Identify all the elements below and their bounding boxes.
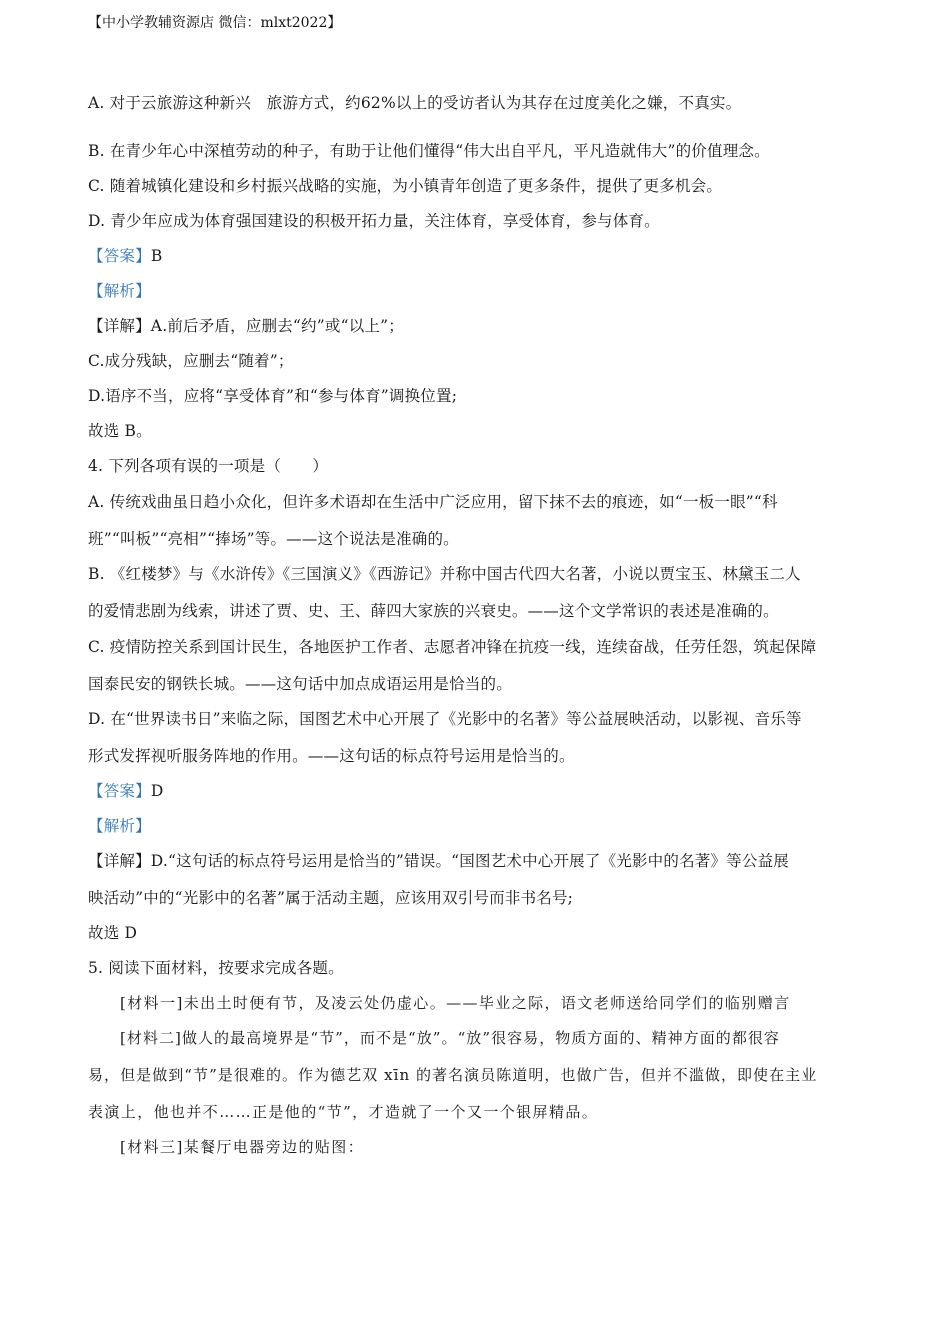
page-header: 【中小学教辅资源店 微信：mlxt2022】 (88, 15, 342, 31)
answer-tag: 【答案】 (88, 247, 151, 265)
q3-answer (88, 245, 162, 267)
q4-detail-2: 映活动”中的“光影中的名著”属于活动主题，应该用双引号而非书名号; (88, 889, 574, 907)
q4-option-b-line1: B. 《红楼梦》与《水浒传》《三国演义》《西游记》并称中国古代四大名著，小说以贾宝玉、林黛玉二人 (88, 565, 801, 583)
q4-option-c-line1: C. 疫情防控关系到国计民生，各地医护工作者、志愿者冲锋在抗疫一线，连续奋战，任劳任怨，筑起保障 (88, 638, 817, 656)
answer-value: B (150, 247, 163, 265)
q5-material-2-line3: 表演上，他也并不……正是他的“节”，才造就了一个又一个银屏精品。 (88, 1103, 599, 1121)
q4-option-d-line2: 形式发挥视听服务阵地的作用。——这句话的标点符号运用是恰当的。 (88, 747, 575, 765)
q5-material-2-line1: [材料二]做人的最高境界是“节”，而不是“放”。“放”很容易，物质方面的、精神方面的都很容 (120, 1029, 780, 1047)
q3-detail-3: D.语序不当，应将“享受体育”和“参与体育”调换位置; (88, 387, 458, 405)
q3-conclusion: 故选 B。 (88, 422, 152, 440)
q4-option-b-line2: 的爱情悲剧为线索，讲述了贾、史、王、薛四大家族的兴衰史。——这个文学常识的表述是准确的。 (88, 602, 779, 620)
q3-analysis-tag: 【解析】 (88, 282, 151, 300)
q4-detail-1: 【详解】D.“这句话的标点符号运用是恰当的”错误。“国图艺术中心开展了《光影中的名著》等公益展 (88, 852, 789, 870)
q4-option-a-line1: A. 传统戏曲虽日趋小众化，但许多术语却在生活中广泛应用，留下抹不去的痕迹，如“一板一眼”“科 (88, 493, 778, 511)
answer-value: D (150, 782, 164, 800)
answer-tag: 【答案】 (88, 782, 151, 800)
q3-detail-2: C.成分残缺，应删去“随着”； (88, 352, 294, 370)
q4-analysis-tag: 【解析】 (88, 817, 151, 835)
q4-stem: 4. 下列各项有误的一项是（ ） (88, 457, 329, 475)
q4-conclusion: 故选 D (88, 924, 138, 942)
q5-material-1: [材料一]未出土时便有节，及凌云处仍虚心。——毕业之际，语文老师送给同学们的临别赠言 (120, 994, 791, 1012)
q4-answer (88, 780, 163, 802)
q5-stem: 5. 阅读下面材料，按要求完成各题。 (88, 959, 344, 977)
q5-material-3: [材料三]某餐厅电器旁边的贴图： (120, 1138, 365, 1156)
q4-option-a-line2: 班”“叫板”“亮相”“捧场”等。——这个说法是准确的。 (88, 530, 459, 548)
q3-option-b: B. 在青少年心中深植劳动的种子，有助于让他们懂得“伟大出自平凡，平凡造就伟大”的价值理念。 (88, 142, 770, 160)
q3-option-c: C. 随着城镇化建设和乡村振兴战略的实施，为小镇青年创造了更多条件，提供了更多机会。 (88, 177, 723, 195)
q5-material-2-line2: 易，但是做到“节”是很难的。作为德艺双 xīn 的著名演员陈道明，也做广告，但并不滥做，即使在主业 (88, 1066, 818, 1084)
q3-detail-1: 【详解】A.前后矛盾，应删去“约”或“以上”； (88, 317, 404, 335)
q3-option-d: D. 青少年应成为体育强国建设的积极开拓力量，关注体育，享受体育，参与体育。 (88, 212, 660, 230)
q4-option-c-line2: 国泰民安的钢铁长城。——这句话中加点成语运用是恰当的。 (88, 675, 512, 693)
q3-option-a: A. 对于云旅游这种新兴 旅游方式，约62%以上的受访者认为其存在过度美化之嫌，不真实。 (88, 94, 742, 112)
q4-option-d-line1: D. 在“世界读书日”来临之际，国图艺术中心开展了《光影中的名著》等公益展映活动，以影视、音乐等 (88, 710, 802, 728)
